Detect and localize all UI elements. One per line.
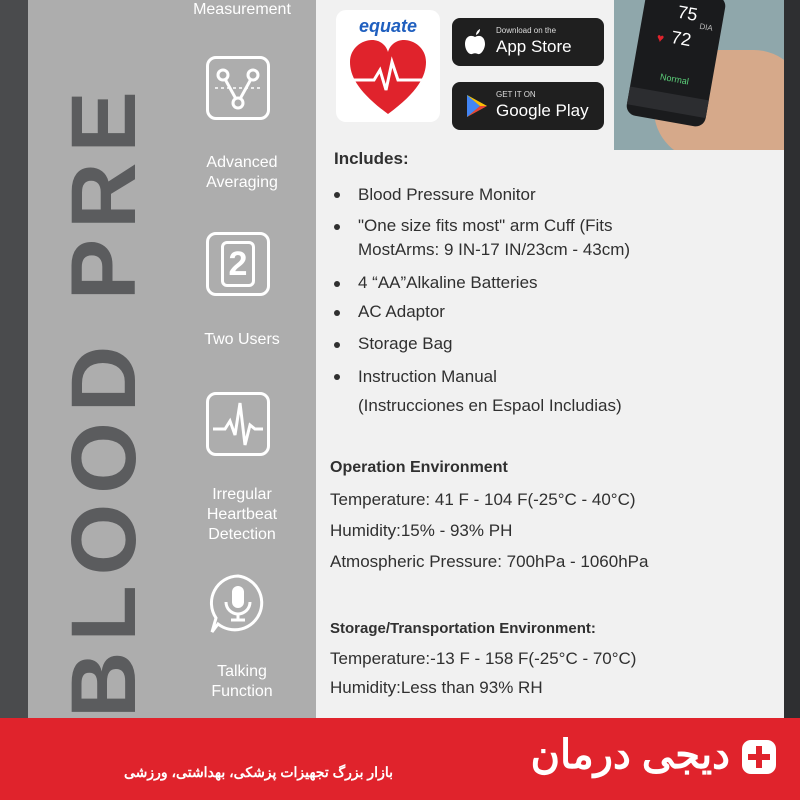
feature-label-averaging: Advanced Averaging bbox=[206, 154, 278, 191]
phone-status: Normal bbox=[659, 71, 690, 87]
bullet bbox=[334, 224, 340, 230]
bullet bbox=[334, 374, 340, 380]
equate-logo bbox=[336, 10, 440, 122]
includes-item-continued: MostArms: 9 IN-17 IN/23cm - 43cm) bbox=[358, 240, 631, 259]
feature-label-two-users: Two Users bbox=[204, 331, 280, 348]
heart-icon bbox=[348, 40, 428, 118]
footer-banner bbox=[0, 718, 800, 800]
bullet bbox=[334, 310, 340, 316]
includes-item: Blood Pressure Monitor bbox=[358, 185, 536, 204]
google-play-big-text: Google Play bbox=[496, 101, 589, 120]
phone-reading-1: 75 bbox=[675, 1, 700, 25]
app-store-badge[interactable] bbox=[452, 18, 604, 66]
feature-label-talking: Talking Function bbox=[211, 663, 273, 700]
includes-item: "One size fits most" arm Cuff (Fits bbox=[358, 216, 613, 235]
includes-item: Storage Bag bbox=[358, 334, 453, 353]
includes-item-continued: (Instrucciones en Espaol Includias) bbox=[358, 396, 622, 415]
feature-label-heartbeat: Irregular Heartbeat Detection bbox=[206, 486, 278, 543]
phone-reading-2: 72 bbox=[669, 27, 693, 51]
microphone-icon bbox=[206, 572, 270, 636]
averaging-icon bbox=[206, 56, 270, 120]
operation-temperature: Temperature: 41 F - 104 F(-25°C - 40°C) bbox=[330, 490, 636, 509]
footer-tagline: بازار بزرگ تجهیزات پزشکی، بهداشتی، ورزشی bbox=[123, 764, 393, 780]
brand-name: equate bbox=[358, 16, 418, 36]
heartbeat-icon bbox=[206, 392, 270, 456]
includes-item: Instruction Manual bbox=[358, 367, 497, 386]
app-store-small-text: Download on the bbox=[496, 26, 557, 35]
phone-photo bbox=[614, 0, 784, 150]
bullet bbox=[334, 192, 340, 198]
storage-humidity: Humidity:Less than 93% RH bbox=[330, 678, 543, 697]
right-edge-shadow bbox=[784, 0, 800, 718]
includes-item: 4 “AA”Alkaline Batteries bbox=[358, 273, 538, 292]
plus-icon bbox=[742, 740, 776, 774]
two-users-digit: 2 bbox=[221, 241, 255, 287]
operation-pressure: Atmospheric Pressure: 700hPa - 1060hPa bbox=[330, 552, 649, 571]
dark-edge-stripe bbox=[0, 0, 28, 718]
operation-heading: Operation Environment bbox=[330, 459, 508, 476]
google-play-badge[interactable] bbox=[452, 82, 604, 130]
storage-temperature: Temperature:-13 F - 158 F(-25°C - 70°C) bbox=[330, 649, 637, 668]
includes-heading: Includes: bbox=[334, 149, 409, 168]
app-store-big-text: App Store bbox=[496, 37, 572, 56]
storage-heading: Storage/Transportation Environment: bbox=[330, 620, 596, 637]
operation-humidity: Humidity:15% - 93% PH bbox=[330, 521, 513, 540]
phone-heart-icon: ♥ bbox=[655, 30, 666, 46]
phone-nav-bar bbox=[627, 86, 709, 118]
phone-reading-1-unit: DIA bbox=[698, 21, 714, 33]
spine-title: BLOOD PRE bbox=[53, 81, 155, 718]
google-play-small-text: GET IT ON bbox=[496, 90, 536, 99]
feature-label-measurement: Measurement bbox=[193, 1, 291, 18]
bullet bbox=[334, 342, 340, 348]
apple-icon bbox=[464, 29, 486, 55]
footer-logo-text: دیجی درمان bbox=[530, 733, 730, 777]
bullet bbox=[334, 281, 340, 287]
google-play-icon bbox=[466, 94, 488, 118]
two-users-icon bbox=[206, 232, 270, 296]
includes-item: AC Adaptor bbox=[358, 302, 445, 321]
